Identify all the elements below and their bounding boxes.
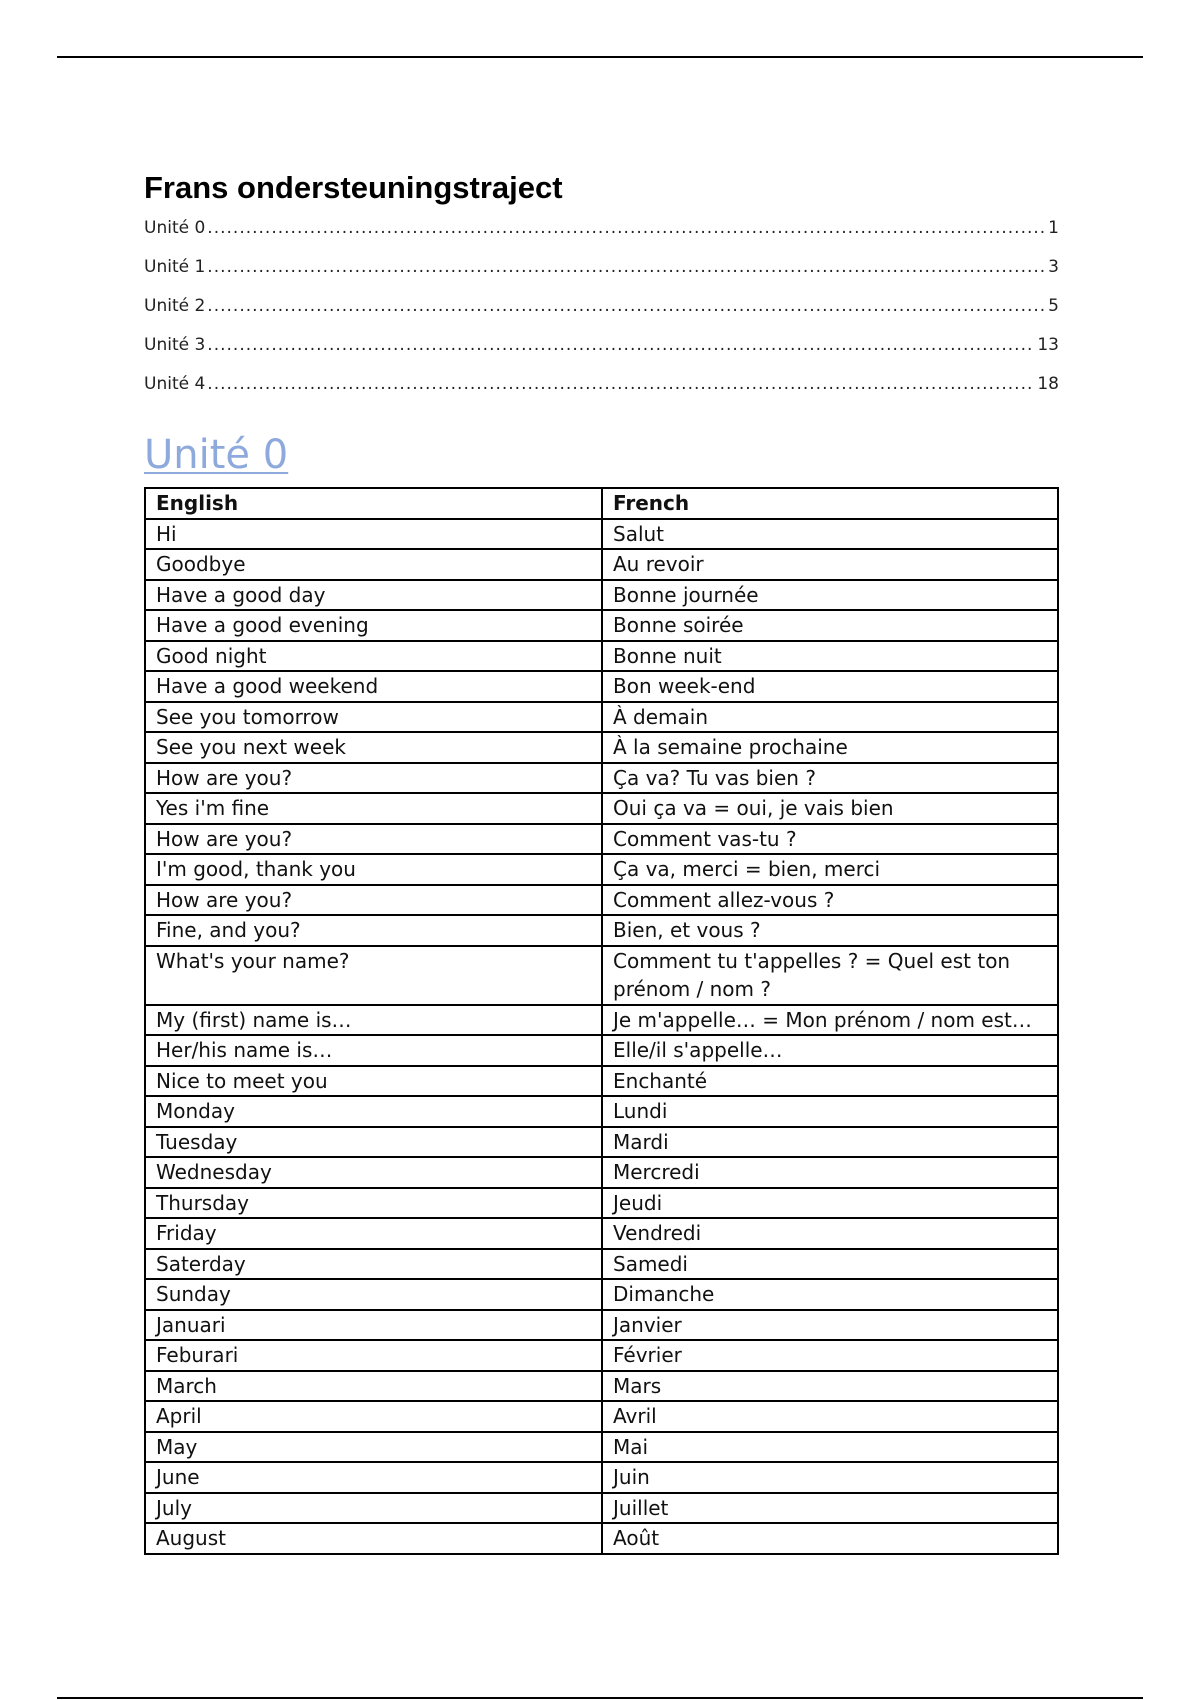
toc-entry-page: 1	[1048, 218, 1059, 238]
table-row	[145, 671, 1058, 702]
table-row	[145, 885, 1058, 916]
french-cell: Mercredi	[602, 1157, 1058, 1188]
english-cell: March	[145, 1371, 602, 1402]
table-of-contents	[144, 218, 1059, 413]
english-cell: Her/his name is…	[145, 1035, 602, 1066]
toc-leader	[207, 335, 1035, 355]
table-row	[145, 1188, 1058, 1219]
table-row	[145, 1279, 1058, 1310]
table-row	[145, 1340, 1058, 1371]
table-header-row	[145, 488, 1058, 519]
french-cell: Mardi	[602, 1127, 1058, 1158]
table-row	[145, 610, 1058, 641]
vocabulary-table	[144, 487, 1059, 1555]
english-cell: See you tomorrow	[145, 702, 602, 733]
french-cell: Ça va, merci = bien, merci	[602, 854, 1058, 885]
english-cell: Januari	[145, 1310, 602, 1341]
french-cell: Août	[602, 1523, 1058, 1554]
table-row	[145, 915, 1058, 946]
english-cell: Tuesday	[145, 1127, 602, 1158]
table-row	[145, 763, 1058, 794]
table-row	[145, 824, 1058, 855]
toc-entry-page: 13	[1037, 335, 1059, 355]
english-cell: Saterday	[145, 1249, 602, 1280]
document-page	[144, 168, 1059, 1555]
table-row	[145, 641, 1058, 672]
english-cell: May	[145, 1432, 602, 1463]
table-row	[145, 580, 1058, 611]
table-row	[145, 549, 1058, 580]
english-cell: Monday	[145, 1096, 602, 1127]
table-row	[145, 1310, 1058, 1341]
french-cell: Enchanté	[602, 1066, 1058, 1097]
english-cell: How are you?	[145, 885, 602, 916]
table-row	[145, 1462, 1058, 1493]
table-row	[145, 732, 1058, 763]
toc-entry-label: Unité 2	[144, 296, 206, 316]
toc-leader	[207, 374, 1035, 394]
french-cell: Avril	[602, 1401, 1058, 1432]
english-cell: I'm good, thank you	[145, 854, 602, 885]
french-cell: Bien, et vous ?	[602, 915, 1058, 946]
french-cell: Comment allez-vous ?	[602, 885, 1058, 916]
french-cell: Février	[602, 1340, 1058, 1371]
english-cell: Feburari	[145, 1340, 602, 1371]
french-cell: Janvier	[602, 1310, 1058, 1341]
english-cell: Fine, and you?	[145, 915, 602, 946]
toc-entry[interactable]	[144, 296, 1059, 335]
english-cell: Sunday	[145, 1279, 602, 1310]
toc-leader	[207, 257, 1046, 277]
toc-entry[interactable]	[144, 218, 1059, 257]
toc-entry-page: 3	[1048, 257, 1059, 277]
toc-leader	[207, 296, 1046, 316]
french-cell: Oui ça va = oui, je vais bien	[602, 793, 1058, 824]
english-cell: Thursday	[145, 1188, 602, 1219]
english-cell: What's your name?	[145, 946, 602, 1005]
document-title: Frans ondersteuningstraject	[144, 170, 563, 205]
french-cell: Dimanche	[602, 1279, 1058, 1310]
vocabulary-table-body	[145, 519, 1058, 1554]
table-row	[145, 1157, 1058, 1188]
french-cell: Juillet	[602, 1493, 1058, 1524]
french-cell: Bon week-end	[602, 671, 1058, 702]
table-row	[145, 1035, 1058, 1066]
french-cell: À la semaine prochaine	[602, 732, 1058, 763]
section-heading[interactable]: Unité 0	[144, 432, 289, 478]
header-rule	[57, 56, 1143, 58]
french-cell: Comment tu t'appelles ? = Quel est ton prénom / nom ?	[602, 946, 1058, 1005]
table-row	[145, 1218, 1058, 1249]
french-cell: Salut	[602, 519, 1058, 550]
toc-entry-page: 18	[1037, 374, 1059, 394]
french-cell: Ça va? Tu vas bien ?	[602, 763, 1058, 794]
french-cell: Jeudi	[602, 1188, 1058, 1219]
table-row	[145, 1005, 1058, 1036]
english-cell: Goodbye	[145, 549, 602, 580]
english-cell: Friday	[145, 1218, 602, 1249]
toc-entry-label: Unité 0	[144, 218, 206, 238]
table-row	[145, 1066, 1058, 1097]
toc-leader	[207, 218, 1046, 238]
french-cell: Lundi	[602, 1096, 1058, 1127]
english-cell: Have a good day	[145, 580, 602, 611]
column-header-french: French	[602, 488, 1058, 519]
table-row	[145, 946, 1058, 1005]
english-cell: June	[145, 1462, 602, 1493]
table-row	[145, 702, 1058, 733]
footer-rule	[57, 1697, 1143, 1699]
english-cell: My (first) name is…	[145, 1005, 602, 1036]
toc-entry-label: Unité 1	[144, 257, 206, 277]
table-row	[145, 1096, 1058, 1127]
english-cell: Hi	[145, 519, 602, 550]
english-cell: Have a good evening	[145, 610, 602, 641]
french-cell: Au revoir	[602, 549, 1058, 580]
toc-entry[interactable]	[144, 257, 1059, 296]
toc-entry-page: 5	[1048, 296, 1059, 316]
english-cell: Good night	[145, 641, 602, 672]
table-row	[145, 1493, 1058, 1524]
french-cell: À demain	[602, 702, 1058, 733]
english-cell: Wednesday	[145, 1157, 602, 1188]
english-cell: Nice to meet you	[145, 1066, 602, 1097]
french-cell: Mars	[602, 1371, 1058, 1402]
french-cell: Elle/il s'appelle…	[602, 1035, 1058, 1066]
french-cell: Bonne journée	[602, 580, 1058, 611]
table-row	[145, 1401, 1058, 1432]
french-cell: Samedi	[602, 1249, 1058, 1280]
table-row	[145, 1127, 1058, 1158]
french-cell: Je m'appelle… = Mon prénom / nom est…	[602, 1005, 1058, 1036]
french-cell: Bonne soirée	[602, 610, 1058, 641]
french-cell: Juin	[602, 1462, 1058, 1493]
english-cell: Yes i'm fine	[145, 793, 602, 824]
column-header-english: English	[145, 488, 602, 519]
french-cell: Mai	[602, 1432, 1058, 1463]
english-cell: How are you?	[145, 824, 602, 855]
table-row	[145, 1432, 1058, 1463]
english-cell: How are you?	[145, 763, 602, 794]
table-row	[145, 793, 1058, 824]
english-cell: April	[145, 1401, 602, 1432]
toc-entry-label: Unité 4	[144, 374, 206, 394]
french-cell: Vendredi	[602, 1218, 1058, 1249]
table-row	[145, 1371, 1058, 1402]
table-row	[145, 1249, 1058, 1280]
french-cell: Comment vas-tu ?	[602, 824, 1058, 855]
table-row	[145, 1523, 1058, 1554]
english-cell: August	[145, 1523, 602, 1554]
table-row	[145, 854, 1058, 885]
table-row	[145, 519, 1058, 550]
english-cell: July	[145, 1493, 602, 1524]
toc-entry-label: Unité 3	[144, 335, 206, 355]
toc-entry[interactable]	[144, 335, 1059, 374]
toc-entry[interactable]	[144, 374, 1059, 413]
french-cell: Bonne nuit	[602, 641, 1058, 672]
english-cell: Have a good weekend	[145, 671, 602, 702]
english-cell: See you next week	[145, 732, 602, 763]
